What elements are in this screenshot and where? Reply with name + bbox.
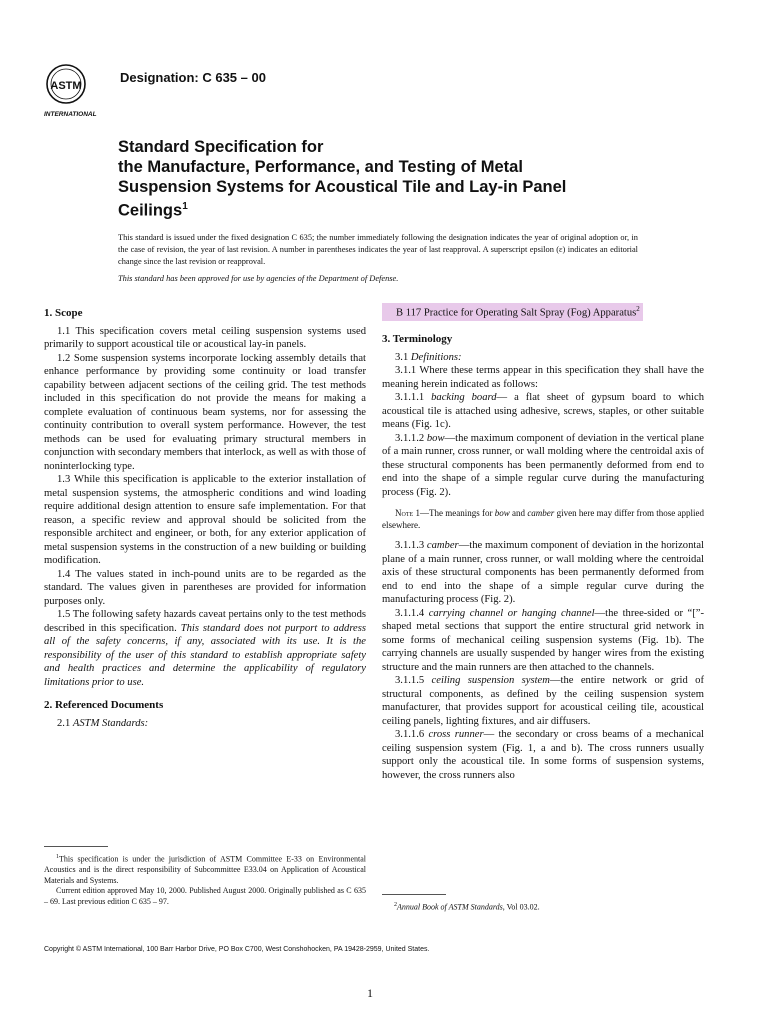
section-3-1-1-1-text: — a flat sheet of gypsum board to which acoustical tile is attached using adhesive, screws, staples, or other suitable means (Fig. 1c). [382, 392, 704, 431]
approved-note: This standard has been approved for use by agencies of the Department of Defense. [118, 274, 399, 283]
section-3-1-1-3-num: 3.1.1.3 [395, 540, 425, 552]
b117-footnote-ref: 2 [636, 305, 640, 313]
section-3-1-1-2-num: 3.1.1.2 [395, 432, 425, 444]
b117-text: B 117 Practice for Operating Salt Spray (Fog) Apparatus [396, 307, 637, 319]
astm-logo-icon [44, 62, 114, 120]
footnote-2 [382, 900, 704, 913]
term-ceiling-suspension-system: ceiling suspension system [431, 675, 550, 687]
left-footnotes [44, 852, 366, 907]
left-column [44, 303, 366, 730]
section-1-5 [44, 608, 366, 689]
section-1-3: 1.3 While this specification is applicable to the exterior installation of metal suspension systems, the atmospheric conditions and wind loading require additional design attention to ensure safe implementation. For that reason, a specific review and approval should be solicited from the responsible architect and engineer, or both, for any exterior application of metal suspension systems in the construction of a new building or building modification. [44, 474, 366, 566]
copyright-line: Copyright © ASTM International, 100 Barr Harbor Drive, PO Box C700, West Conshohocken, PA 19428-2959, United States. [44, 946, 430, 953]
note-1 [382, 507, 704, 531]
section-3-1-num: 3.1 [395, 351, 409, 363]
footnote-1 [44, 852, 366, 886]
title-line-4-text: Ceilings [118, 201, 183, 220]
section-3-1-1-1-num: 3.1.1.1 [395, 392, 425, 404]
title-line-2: the Manufacture, Performance, and Testing of Metal [118, 158, 523, 176]
footnote-1-sup: 1 [56, 854, 59, 860]
section-3-1-italic: Definitions: [410, 351, 462, 363]
note-part-a: 1—The meanings for [413, 508, 495, 519]
section-1-4: 1.4 The values stated in inch-pound units are to be regarded as the standard. The values given in parentheses are provided for information purposes only. [44, 568, 366, 607]
b117-reference[interactable] [382, 303, 643, 321]
section-2-1-num: 2.1 [57, 717, 71, 729]
section-3-1-1-6-num: 3.1.1.6 [395, 729, 425, 741]
terminology-heading: 3. Terminology [382, 333, 453, 346]
designation: Designation: C 635 – 00 [120, 70, 266, 85]
section-3-1-1-4 [382, 607, 704, 675]
section-3-1-1-2-text: —the maximum component of deviation in the vertical plane of a main runner, cross runner, or wall molding where the centroidal axis of these structural components has been permanently deformed from end to end into the shape of a simple regular curve during the manufacturing process (Fig. 2). [382, 432, 705, 498]
document-title [118, 137, 718, 221]
title-line-3: Suspension Systems for Acoustical Tile and Lay-in Panel [118, 178, 567, 196]
section-2-1 [44, 717, 366, 731]
section-3-1-1-3 [382, 539, 704, 607]
note-part-c: given here may differ from those applied elsewhere. [382, 508, 704, 531]
section-3-1-1-4-text: —the three-sided or “[”-shaped metal sections that support the entire structural grid network in some forms of mechanical ceiling suspension systems (Fig. 1b). The carrying channels are usually suspended by hanger wires from the existing structure and the main runners are then attached to the channels. [382, 607, 705, 673]
title-line-1: Standard Specification for [118, 138, 324, 156]
section-3-1-1: 3.1.1 Where these terms appear in this specification they shall have the meaning herein indicated as follows: [382, 365, 704, 390]
term-bow: bow [426, 432, 445, 444]
footnote-1-text: This specification is under the jurisdiction of ASTM Committee E-33 on Environmental Acoustics and is the direct responsibility of Subcommittee E33.04 on Application of Acoustical Materials and Systems. [44, 854, 366, 885]
section-3-1-1-3-text: —the maximum component of deviation in the horizontal plane of a main runner, cross runner, or wall molding where the centroidal axis of these structural components has been permanently deformed from end to end into the shape of a simple regular curve during the manufacturing process (Fig. 2). [382, 540, 704, 606]
logo-subtext: INTERNATIONAL [44, 111, 97, 118]
term-camber: camber [426, 540, 459, 552]
note-part-b: and [509, 508, 528, 519]
title-footnote-ref: 1 [182, 201, 188, 212]
section-3-1-1-2 [382, 432, 704, 500]
title-line-4 [118, 197, 718, 221]
right-footnote-rule [382, 894, 446, 895]
section-1-2: 1.2 Some suspension systems incorporate locking assembly details that enhance performance by providing some continuity or load transfer capability between adjacent sections of the ceiling grid. The test methods included in this specification do not provide the means for making a complete evaluation of continuous beam systems, nor for assessing the continuity contribution to overall system performance. However, the test methods can be used for evaluating primary structural members in conjunction with secondary members that interlock, as well as with those of noninterlocking type. [44, 352, 366, 472]
footnote-1-current-edition: Current edition approved May 10, 2000. Published August 2000. Originally published as C 635 – 69. Last previous edition C 635 – 97. [44, 886, 366, 906]
astm-logo [44, 62, 114, 120]
section-3-1-1-4-num: 3.1.1.4 [395, 607, 425, 619]
issued-note: This standard is issued under the fixed designation C 635; the number immediately following the designation indicates the year of original adoption or, in the case of revision, the year of last revision. A number in parentheses indicates the year of last reapproval. A superscript epsilon (ε) indicates an editorial change since the last revision or reapproval. [118, 233, 638, 266]
section-1-5-plain: 1.5 The following safety hazards caveat pertains only to the test methods described in this specification. [44, 609, 366, 634]
section-1-1: 1.1 This specification covers metal ceiling suspension systems used primarily to support acoustical tile or acoustical lay-in panels. [44, 325, 366, 350]
footnote-2-rest: , Vol 03.02. [502, 902, 540, 912]
section-3-1 [382, 351, 704, 365]
section-3-1-1-6 [382, 728, 704, 782]
section-2-1-italic: ASTM Standards: [72, 717, 149, 729]
section-3-1-1-1 [382, 391, 704, 432]
left-footnote-rule [44, 846, 108, 847]
note-label: Note [395, 508, 414, 519]
term-carrying-channel: carrying channel or hanging channel [428, 607, 595, 619]
section-3-1-1-5-num: 3.1.1.5 [395, 675, 425, 687]
term-backing-board: backing board [431, 392, 497, 404]
note-camber: camber [527, 508, 555, 519]
footnote-2-sup: 2 [394, 902, 397, 908]
section-3-1-1-5 [382, 674, 704, 728]
footnote-2-italic: Annual Book of ASTM Standards [397, 902, 503, 912]
right-column [382, 303, 704, 782]
section-3-1-1-5-text: —the entire network or grid of structural components, as defined by the ceiling suspension system manufacturer, that provides support for acoustical ceiling tile, acoustical ceiling panels, lighting fixtures, and air diffusers. [382, 675, 704, 727]
note-bow: bow [494, 508, 510, 519]
scope-heading: 1. Scope [44, 307, 83, 319]
section-3-1-1-6-text: — the secondary or cross beams of a mechanical ceiling suspension system (Fig. 1, a and b). The cross runners usually support only the acoustical tile. In some forms of suspension systems, however, the cross runners also [382, 729, 704, 781]
section-1-5-italic: This standard does not purport to address all of the safety concerns, if any, associated with its use. It is the responsibility of the user of this standard to establish appropriate safety and health practices and determine the applicability of regulatory limitations prior to use. [44, 622, 366, 688]
logo-text: ASTM [50, 80, 82, 92]
term-cross-runner: cross runner [428, 729, 484, 741]
referenced-documents-heading: 2. Referenced Documents [44, 699, 164, 711]
page-number: 1 [367, 986, 373, 1000]
